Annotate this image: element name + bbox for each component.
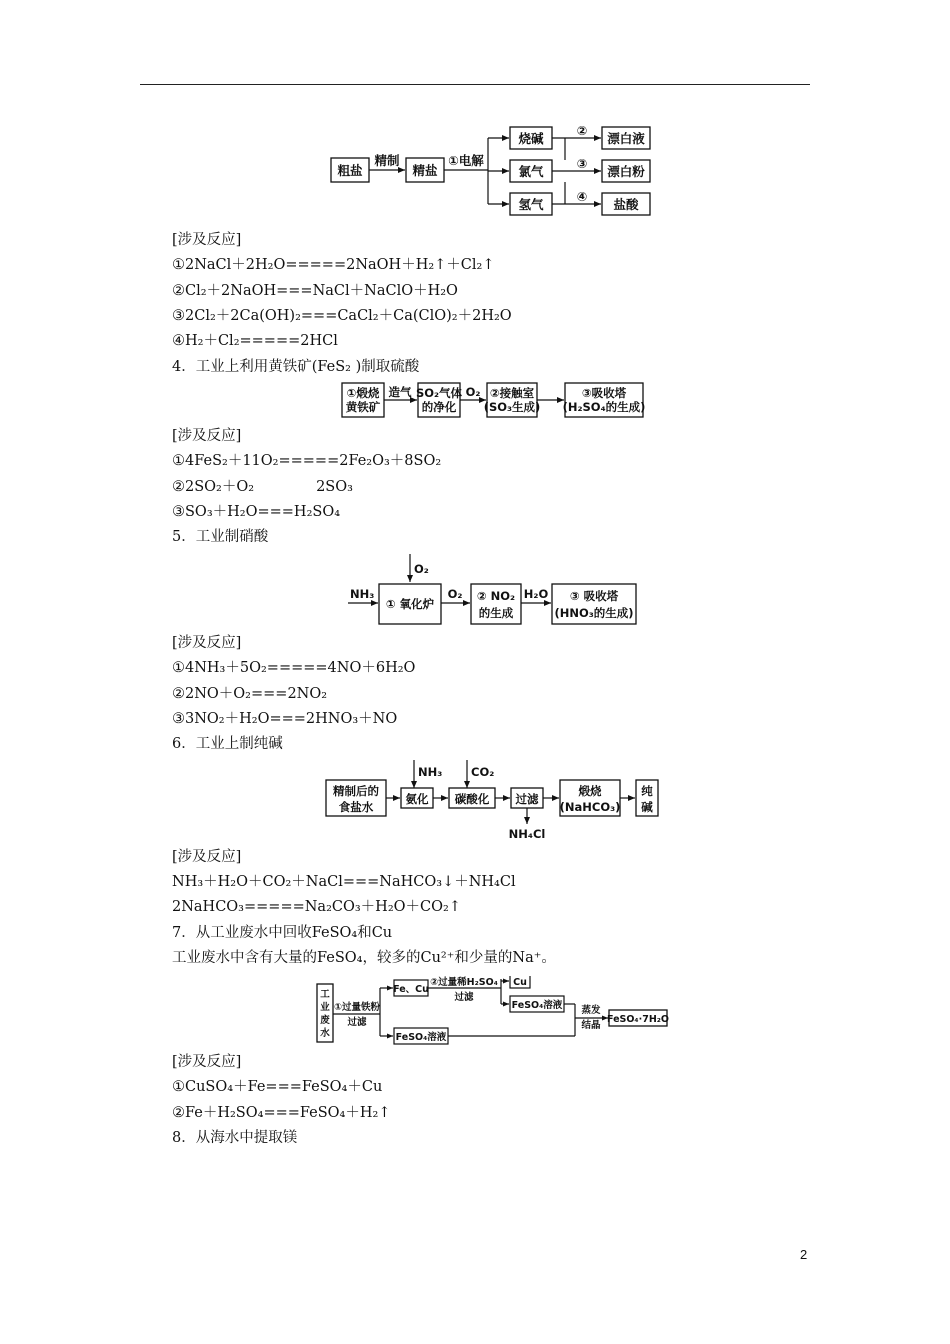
carbonation-box: 碳酸化 [454, 792, 490, 806]
absorb-box-line2: (H₂SO₄的生成) [562, 400, 646, 414]
raw-salt-label: 粗盐 [337, 163, 363, 178]
section-title: 5．工业制硝酸 [172, 529, 269, 545]
arrow-label: O₂ [447, 587, 463, 601]
brine-box-line1: 精制后的 [333, 784, 379, 798]
product-box: FeSO₄·7H₂O [606, 1014, 670, 1025]
wastewater-char: 废 [320, 1015, 330, 1026]
calcine-box-line1: 煅烧 [578, 784, 602, 798]
purify-box-line1: SO₂气体 [415, 386, 463, 400]
brine-box-line2: 食盐水 [338, 800, 374, 814]
reaction-line: ②2NO＋O₂===2NO₂ [172, 686, 328, 702]
electrolysis-label: ①电解 [448, 153, 484, 168]
reaction-line: ①2NaCl＋2H₂O=====2NaOH＋H₂↑＋Cl₂↑ [172, 257, 495, 273]
absorb-tower-line2: (HNO₃的生成) [554, 606, 634, 620]
header-rule [140, 84, 810, 85]
caustic-soda-label: 烧碱 [518, 131, 544, 146]
refine-label: 精制 [374, 153, 400, 168]
reactions-header: [涉及反应] [172, 635, 242, 651]
step2-line1: ②过量稀H₂SO₄ [430, 977, 498, 988]
reactions-header: [涉及反应] [172, 849, 242, 865]
reaction-right: 2SO₃ [316, 479, 353, 495]
evap-line1: 蒸发 [581, 1005, 601, 1016]
co2-label: CO₂ [471, 765, 495, 779]
hcl-label: 盐酸 [613, 197, 639, 212]
soda-box-line2: 碱 [641, 800, 653, 814]
cu-box: Cu [513, 977, 527, 988]
sulfuric-acid-diagram [338, 380, 648, 422]
roast-box-line2: 黄铁矿 [345, 400, 381, 414]
feso4-solution-top: FeSO₄溶液 [511, 1000, 563, 1011]
reaction-line: ①CuSO₄＋Fe===FeSO₄＋Cu [172, 1079, 383, 1095]
feso4-solution-bottom: FeSO₄溶液 [395, 1032, 447, 1043]
filter-box: 过滤 [515, 792, 539, 806]
step2-label: ② [576, 123, 588, 138]
oxidizer-box: ① 氧化炉 [385, 597, 435, 611]
section-title: 8．从海水中提取镁 [172, 1130, 298, 1146]
reaction-line: ③SO₃＋H₂O===H₂SO₄ [172, 504, 341, 520]
step1-line1: ①过量铁粉 [333, 1002, 381, 1013]
chlorine-label: 氯气 [518, 164, 544, 179]
reaction-line: ③2Cl₂＋2Ca(OH)₂===CaCl₂＋Ca(ClO)₂＋2H₂O [172, 308, 512, 324]
fe-cu-box: Fe、Cu [393, 984, 429, 995]
no2-box-line1: ② NO₂ [476, 589, 516, 603]
contact-box-line1: ②接触室 [489, 386, 535, 400]
refined-salt-label: 精盐 [412, 163, 438, 178]
step1-line2: 过滤 [347, 1017, 367, 1028]
calcine-box-line2: (NaHCO₃) [559, 800, 621, 814]
bleach-powder-label: 漂白粉 [607, 164, 645, 179]
arrow-label: 造气 [388, 385, 412, 399]
reactions-header: [涉及反应] [172, 428, 242, 444]
reaction-line: NH₃＋H₂O＋CO₂＋NaCl===NaHCO₃↓＋NH₄Cl [172, 874, 516, 890]
soda-box-line1: 纯 [641, 784, 653, 798]
nh3-label: NH₃ [350, 587, 375, 601]
arrow-label: O₂ [465, 385, 481, 399]
roast-box-line1: ①煅烧 [346, 386, 380, 400]
reaction-line: ②Cl₂＋2NaOH===NaCl＋NaClO＋H₂O [172, 283, 458, 299]
nh3-label: NH₃ [418, 765, 443, 779]
soda-ash-diagram [322, 758, 662, 846]
section-description: 工业废水中含有大量的FeSO₄，较多的Cu²⁺和少量的Na⁺。 [172, 950, 556, 966]
purify-box-line2: 的净化 [421, 400, 457, 414]
o2-top-label: O₂ [414, 562, 429, 576]
absorb-tower-line1: ③ 吸收塔 [569, 589, 619, 603]
ammoniation-box: 氨化 [405, 792, 429, 806]
wastewater-char: 业 [320, 1002, 330, 1013]
reaction-line [172, 478, 353, 496]
evap-line2: 结晶 [581, 1020, 601, 1031]
reactions-header: [涉及反应] [172, 232, 242, 248]
nh4cl-label: NH₄Cl [508, 827, 546, 841]
wastewater-char: 水 [320, 1028, 330, 1039]
reaction-line: ②Fe＋H₂SO₄===FeSO₄＋H₂↑ [172, 1105, 391, 1121]
no2-box-line2: 的生成 [478, 606, 514, 620]
page-number: 2 [800, 1247, 808, 1262]
step2-line2: 过滤 [454, 992, 474, 1003]
section-title: 6．工业上制纯碱 [172, 736, 283, 752]
arrow-label: H₂O [523, 587, 549, 601]
reactions-header: [涉及反应] [172, 1054, 242, 1070]
nitric-acid-diagram [346, 552, 646, 628]
chlor-alkali-diagram [320, 118, 660, 222]
reaction-line: ①4FeS₂＋11O₂=====2Fe₂O₃＋8SO₂ [172, 453, 442, 469]
hydrogen-label: 氢气 [518, 197, 544, 212]
reaction-left: ②2SO₂＋O₂ [172, 479, 255, 495]
step3-label: ③ [576, 156, 588, 171]
reaction-line: ④H₂＋Cl₂=====2HCl [172, 333, 338, 349]
section-title: 4．工业上利用黄铁矿(FeS₂ )制取硫酸 [172, 359, 420, 375]
wastewater-diagram [314, 976, 670, 1048]
step4-label: ④ [576, 189, 588, 204]
section-title: 7．从工业废水中回收FeSO₄和Cu [172, 925, 393, 941]
reaction-line: ①4NH₃＋5O₂=====4NO＋6H₂O [172, 660, 416, 676]
reaction-line: 2NaHCO₃=====Na₂CO₃＋H₂O＋CO₂↑ [172, 899, 461, 915]
wastewater-char: 工 [320, 989, 330, 1000]
absorb-box-line1: ③吸收塔 [581, 386, 627, 400]
bleach-liquid-label: 漂白液 [607, 131, 645, 146]
contact-box-line2: (SO₃生成) [483, 400, 541, 414]
reaction-line: ③3NO₂＋H₂O===2HNO₃＋NO [172, 711, 398, 727]
